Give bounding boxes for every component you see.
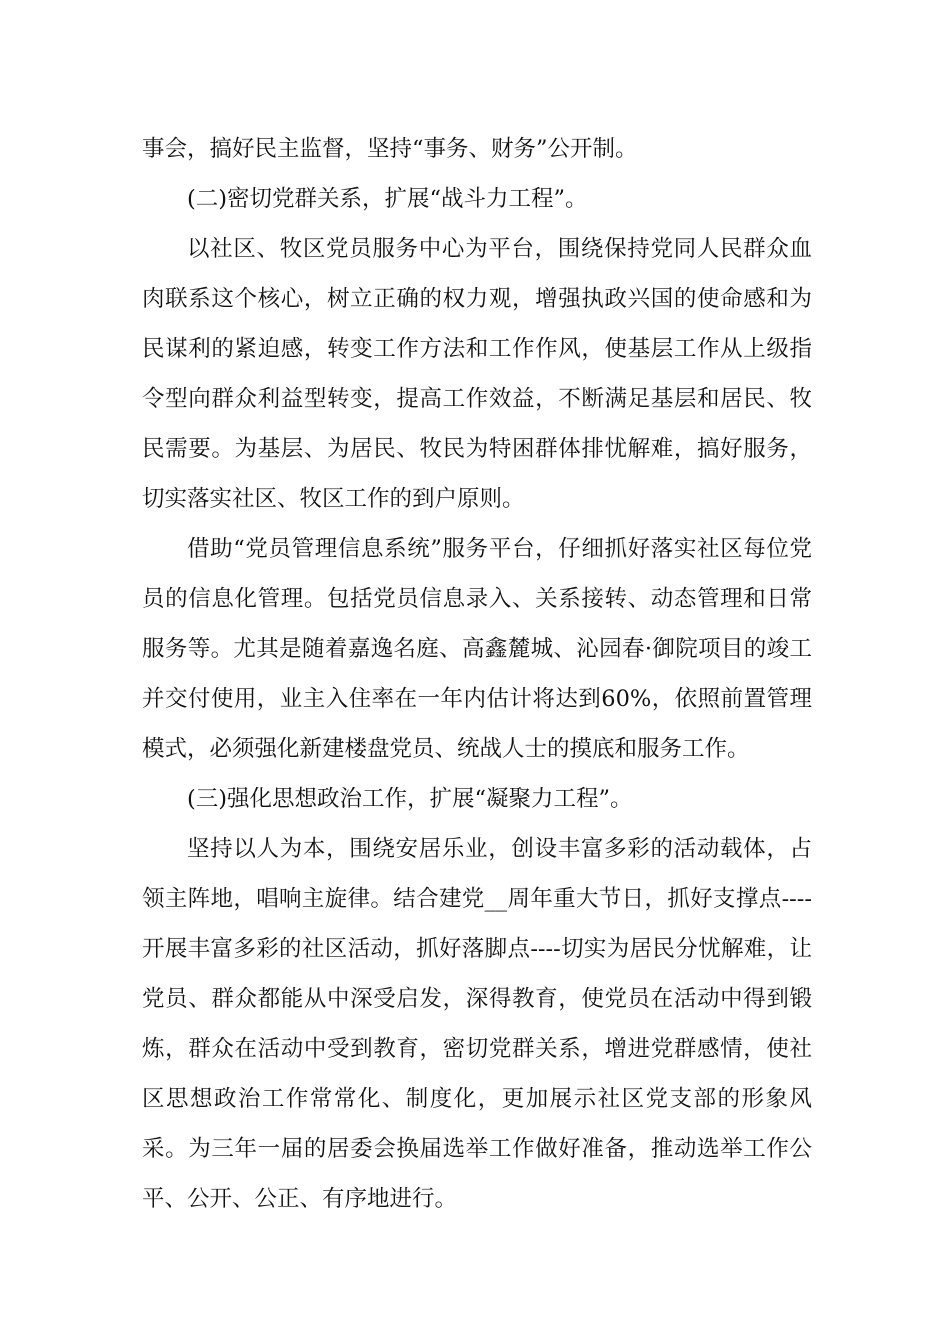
paragraph-political-work: 坚持以人为本，围绕安居乐业，创设丰富多彩的活动载体，占领主阵地，唱响主旋律。结合建党__周年重大节日，抓好支撑点----开展丰富多彩的社区活动，抓好落脚点----切实为居民分忧解难，让党员、群众都能从中深受启发，深得教育，使党员在活动中得到锻炼，群众在活动中受到教育，密切党群关系，增进党群感情，使社区思想政治工作常常化、制度化，更加展示社区党支部的形象风采。为三年一届的居委会换届选举工作做好准备，推动选举工作公平、公开、公正、有序地进行。: [142, 836, 812, 1212]
paragraph-info-system: 借助“党员管理信息系统”服务平台，仔细抓好落实社区每位党员的信息化管理。包括党员信息录入、关系接转、动态管理和日常服务等。尤其是随着嘉逸名庭、高鑫麓城、沁园春·御院项目的竣工并交付使用，业主入住率在一年内估计将达到60%，依照前置管理模式，必须强化新建楼盘党员、统战人士的摸底和服务工作。: [142, 536, 812, 762]
section-heading-2: (二)密切党群关系，扩展“战斗力工程”。: [187, 186, 588, 212]
paragraph-continuation: 事会，搞好民主监督，坚持“事务、财务”公开制。: [142, 136, 638, 162]
section-heading-3: (三)强化思想政治工作，扩展“凝聚力工程”。: [187, 786, 633, 812]
document-body: [142, 124, 812, 1224]
paragraph-service-center: 以社区、牧区党员服务中心为平台，围绕保持党同人民群众血肉联系这个核心，树立正确的权力观，增强执政兴国的使命感和为民谋利的紧迫感，转变工作方法和工作作风，使基层工作从上级指令型向群众利益型转变，提高工作效益，不断满足基层和居民、牧民需要。为基层、为居民、牧民为特困群体排忧解难，搞好服务，切实落实社区、牧区工作的到户原则。: [142, 236, 812, 512]
